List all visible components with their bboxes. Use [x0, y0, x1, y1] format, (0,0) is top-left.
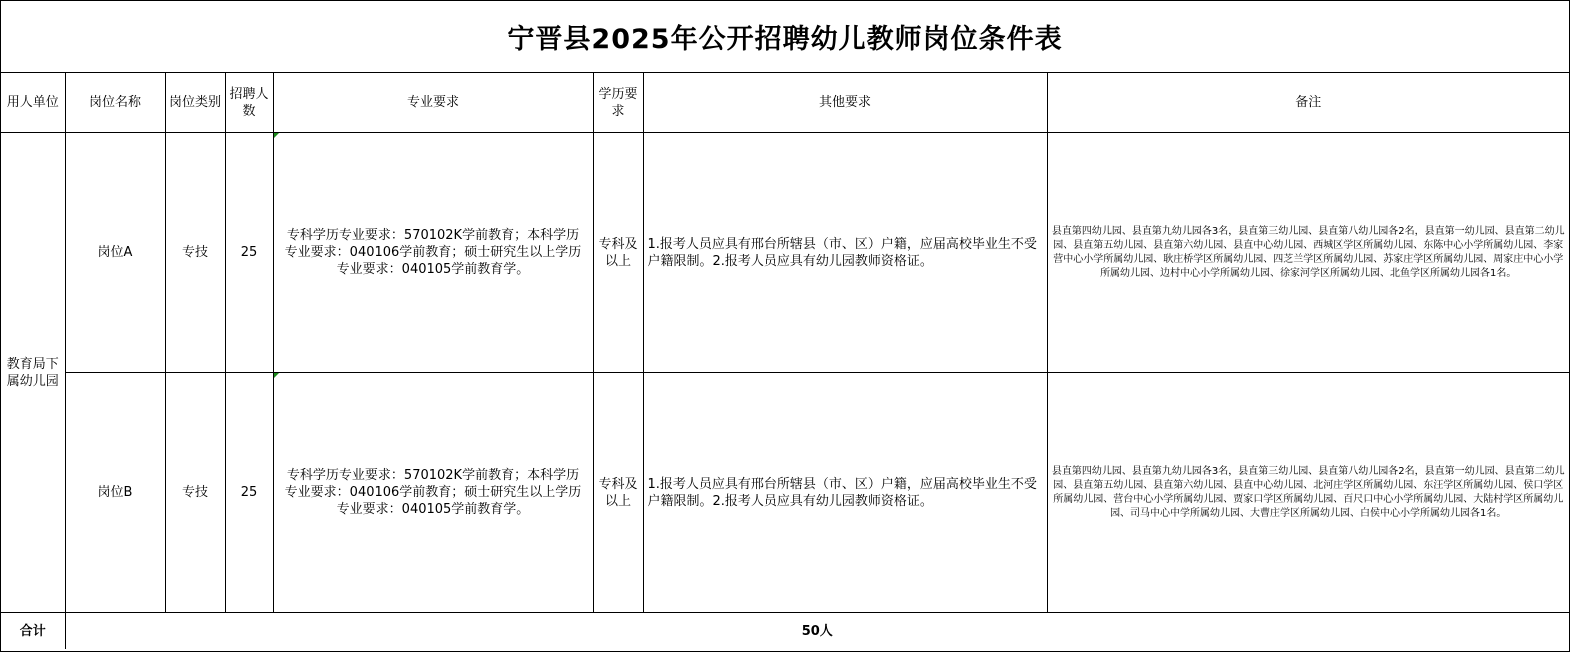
header-row: [1, 73, 1569, 133]
table-row: [1, 373, 1569, 613]
header-post-name: 岗位名称: [65, 73, 165, 133]
note-cell: 县直第四幼儿园、县直第九幼儿园各3名，县直第三幼儿园、县直第八幼儿园各2名，县直第一幼儿园、县直第二幼儿园、县直第五幼儿园、县直第六幼儿园、县直中心幼儿园、北河庄学区所属幼儿园、东汪学区所属幼儿园、侯口学区所属幼儿园、营台中心小学所属幼儿园、贾家口学区所属幼儿园、百尺口中心小学所属幼儿园、大陆村学区所属幼儿园、司马中心中学所属幼儿园、大曹庄学区所属幼儿园、白侯中心小学所属幼儿园各1名。: [1047, 373, 1569, 613]
total-row: [1, 613, 1569, 650]
header-note: 备注: [1047, 73, 1569, 133]
unit-cell: 教育局下属幼儿园: [1, 133, 65, 613]
post-name-cell: 岗位A: [65, 133, 165, 373]
education-cell: 专科及以上: [593, 373, 643, 613]
page-title: 宁晋县2025年公开招聘幼儿教师岗位条件表: [1, 1, 1569, 73]
post-name-cell: 岗位B: [65, 373, 165, 613]
education-cell: 专科及以上: [593, 133, 643, 373]
header-unit: 用人单位: [1, 73, 65, 133]
post-type-cell: 专技: [165, 133, 225, 373]
header-education: 学历要求: [593, 73, 643, 133]
count-cell: 25: [225, 133, 273, 373]
header-other: 其他要求: [643, 73, 1047, 133]
header-count: 招聘人数: [225, 73, 273, 133]
major-cell: 专科学历专业要求：570102K学前教育；本科学历专业要求：040106学前教育；硕士研究生以上学历专业要求：040105学前教育学。: [273, 133, 593, 373]
post-type-cell: 专技: [165, 373, 225, 613]
table-row: [1, 133, 1569, 373]
total-value: 50人: [65, 613, 1569, 650]
note-cell: 县直第四幼儿园、县直第九幼儿园各3名，县直第三幼儿园、县直第八幼儿园各2名，县直第一幼儿园、县直第二幼儿园、县直第五幼儿园、县直第六幼儿园、县直中心幼儿园、西城区学区所属幼儿园、东陈中心小学所属幼儿园、李家营中心小学所属幼儿园、耿庄桥学区所属幼儿园、四芝兰学区所属幼儿园、苏家庄学区所属幼儿园、周家庄中心小学所属幼儿园、边村中心小学所属幼儿园、徐家河学区所属幼儿园、北鱼学区所属幼儿园各1名。: [1047, 133, 1569, 373]
count-cell: 25: [225, 373, 273, 613]
header-major: 专业要求: [273, 73, 593, 133]
other-requirements-cell: 1.报考人员应具有邢台所辖县（市、区）户籍，应届高校毕业生不受户籍限制。2.报考人员应具有幼儿园教师资格证。: [643, 133, 1047, 373]
other-requirements-cell: 1.报考人员应具有邢台所辖县（市、区）户籍，应届高校毕业生不受户籍限制。2.报考人员应具有幼儿园教师资格证。: [643, 373, 1047, 613]
header-post-type: 岗位类别: [165, 73, 225, 133]
major-cell: 专科学历专业要求：570102K学前教育；本科学历专业要求：040106学前教育；硕士研究生以上学历专业要求：040105学前教育学。: [273, 373, 593, 613]
recruitment-table: [1, 73, 1569, 649]
total-label: 合计: [1, 613, 65, 650]
